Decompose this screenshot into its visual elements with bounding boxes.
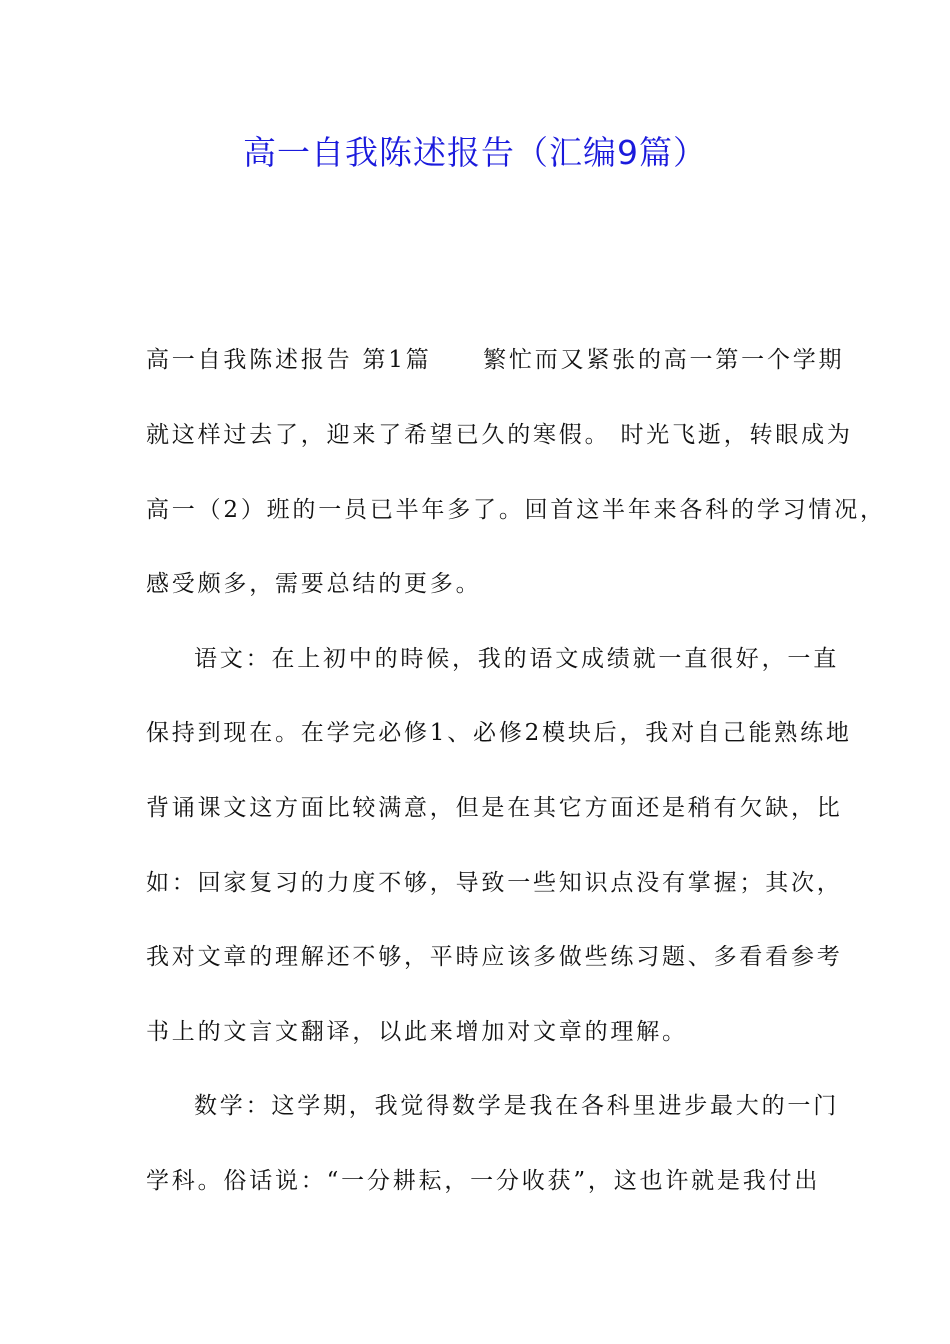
text-line: 高一（2）班的一员已半年多了。回首这半年来各科的学习情况， <box>146 497 886 523</box>
document-title: 高一自我陈述报告（汇编9篇） <box>243 133 707 172</box>
text-line: 感受颇多，需要总结的更多。 <box>146 571 482 597</box>
text-line: 数学：这学期，我觉得数学是我在各科里进步最大的一门 <box>194 1093 839 1119</box>
text-line: 语文：在上初中的時候，我的语文成绩就一直很好，一直 <box>194 646 839 672</box>
text-line: 高一自我陈述报告 第1篇 繁忙而又紧张的高一第一个学期 <box>146 347 845 373</box>
text-line: 书上的文言文翻译，以此来增加对文章的理解。 <box>146 1019 688 1045</box>
text-line: 就这样过去了，迎来了希望已久的寒假。 时光飞逝，转眼成为 <box>146 422 853 448</box>
text-line: 我对文章的理解还不够，平時应该多做些练习题、多看看参考 <box>146 944 843 970</box>
text-line: 背诵课文这方面比较满意，但是在其它方面还是稍有欠缺，比 <box>146 795 843 821</box>
text-line: 保持到现在。在学完必修1、必修2模块后，我对自己能熟练地 <box>146 720 852 746</box>
text-line: 如：回家复习的力度不够，导致一些知识点没有掌握；其次， <box>146 870 843 896</box>
text-line: 学科。俗话说：“一分耕耘，一分收获”，这也许就是我付出 <box>146 1168 821 1194</box>
